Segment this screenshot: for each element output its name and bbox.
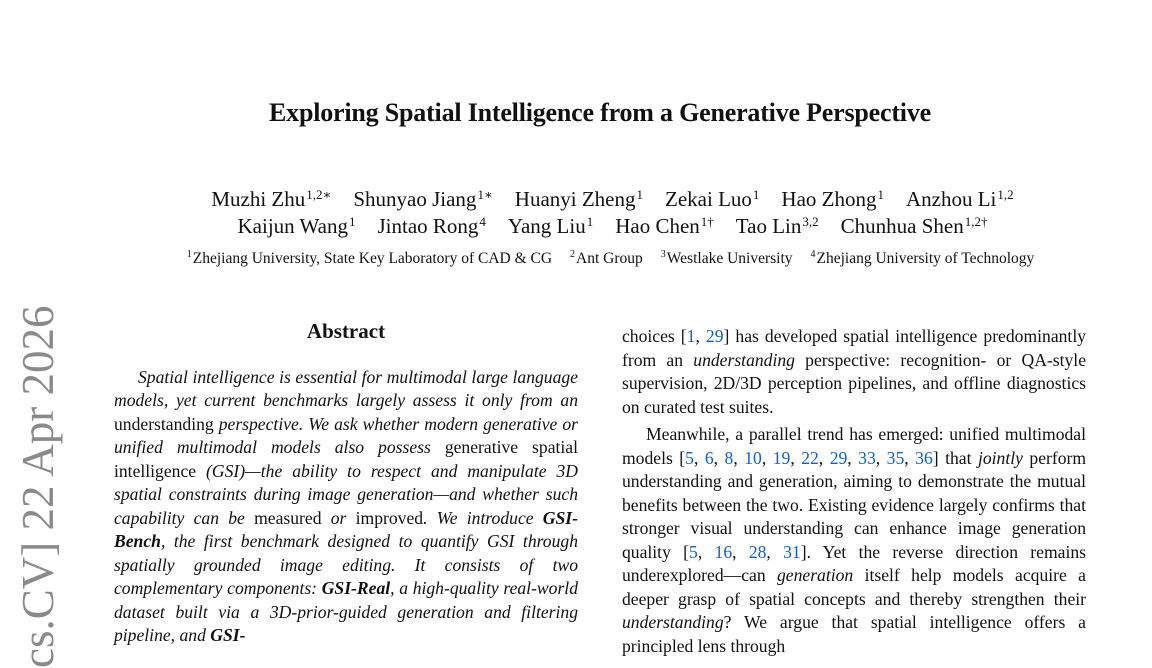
author-name: Kaijun Wang$^1$ — [237, 214, 356, 238]
author-name: Hao Zhong$^1$ — [781, 187, 884, 211]
author-name: Zekai Luo$^1$ — [665, 187, 760, 211]
author-affiliation-marker: 1,2∗ — [306, 187, 332, 202]
affiliation: $^1$Zhejiang University, State Key Laboratory of CAD & CG — [186, 249, 553, 267]
citation-link[interactable]: 29 — [705, 326, 724, 346]
author-name: Chunhua Shen$^{1,2\dagger}$ — [840, 214, 988, 238]
author-affiliation-marker: 1,2† — [964, 214, 988, 229]
author-name: Huanyi Zheng$^1$ — [514, 187, 644, 211]
citation-link[interactable]: 19 — [772, 447, 791, 468]
author-affiliation-marker: 1 — [349, 214, 356, 229]
author-name: Hao Chen$^{1\dagger}$ — [615, 214, 714, 238]
citation-link[interactable]: 5 — [685, 447, 694, 468]
citation-link[interactable]: 33 — [858, 447, 876, 468]
author-name: Yang Liu$^1$ — [507, 214, 594, 238]
affiliation: $^4$Zhejiang University of Technology — [810, 249, 1035, 267]
author-affiliation-marker: 1† — [700, 214, 714, 229]
citation-link[interactable]: 16 — [714, 541, 733, 562]
citation-link[interactable]: 6 — [704, 447, 714, 468]
author-list-row-1 — [0, 187, 1152, 212]
author-affiliation-marker: 1 — [636, 187, 644, 202]
intro-paragraph-2: Meanwhile, a parallel trend has emerged: unified multimodal models [5, 6, 8, 10, 19, 22, 29, 33, 35, 36] that jointly perform understanding and generation, aiming to demonstrate the mutual benefits between the two. Existing evidence largely confirms that stronger visual understanding can enhance image generation quality [5, 16, 28, 31]. Yet the reverse direction remains underexplored—can generation itself help models acquire a deeper grasp of spatial concepts and thereby strengthen their understanding? We argue that spatial intelligence offers a principled lens through — [622, 424, 1087, 656]
abstract-text: Spatial intelligence is essential for multimodal large language models, yet current benchmarks largely assess it only from an understanding perspective. We ask whether modern generative or unified multimodal models also possess generative spatial intelligence (GSI)—the ability to respect and manipulate 3D spatial constraints during image generation—and whether such capability can be measured or improved. We introduce GSI-Bench, the first benchmark designed to quantify GSI through spatially grounded image editing. It consists of two complementary components: GSI-Real, a high-quality real-world dataset built via a 3D-prior-guided generation and filtering pipeline, and GSI- — [114, 366, 578, 645]
author-affiliation-marker: 1 — [752, 187, 760, 202]
citation-link[interactable]: 1 — [686, 326, 696, 346]
author-name: Muzhi Zhu$^{1,2∗}$ — [211, 187, 332, 211]
citation-group: 5, 16, 28, 31 — [689, 541, 801, 562]
citation-link[interactable]: 36 — [915, 447, 933, 468]
intro-paragraph-1: choices [1, 29] has developed spatial intelligence predominantly from an understanding perspective: recognition- or QA-style supervision, 2D/3D perception pipelines, and offline diagnostics on curated test suites. — [622, 326, 1086, 417]
citation-link[interactable]: 29 — [829, 447, 848, 468]
citation-link[interactable]: 8 — [724, 447, 734, 468]
author-affiliation-marker: 1,2 — [997, 187, 1014, 202]
right-column — [622, 325, 1086, 658]
citation-link[interactable]: 28 — [748, 541, 767, 562]
affiliation: $^2$Ant Group — [570, 249, 643, 267]
author-affiliation-marker: 1 — [877, 187, 884, 202]
author-name: Anzhou Li$^{1,2}$ — [905, 187, 1014, 211]
affiliations — [0, 249, 1152, 268]
citation-group: 5, 6, 8, 10, 19, 22, 29, 33, 35, 36 — [685, 447, 933, 468]
author-affiliation-marker: 3,2 — [802, 214, 819, 229]
arxiv-stamp: cs.CV] 22 Apr 2026 — [13, 305, 63, 668]
author-list-row-2 — [0, 214, 1152, 239]
affiliation: $^3$Westlake University — [660, 249, 793, 267]
citation-link[interactable]: 22 — [801, 447, 819, 468]
author-affiliation-marker: 1 — [586, 214, 594, 229]
author-affiliation-marker: 1∗ — [477, 187, 493, 202]
paper-title: Exploring Spatial Intelligence from a Generative Perspective — [269, 98, 931, 127]
author-affiliation-marker: 4 — [479, 214, 486, 229]
citation-link[interactable]: 31 — [783, 541, 801, 562]
citation-link[interactable]: 35 — [886, 447, 905, 468]
author-name: Shunyao Jiang$^{1∗}$ — [353, 187, 493, 211]
author-name: Jintao Rong$^4$ — [377, 214, 486, 238]
left-column — [114, 320, 578, 648]
author-name: Tao Lin$^{3,2}$ — [735, 214, 819, 238]
citation-link[interactable]: 10 — [744, 447, 762, 468]
citation-link[interactable]: 5 — [689, 541, 698, 562]
abstract-heading: Abstract — [306, 319, 386, 343]
